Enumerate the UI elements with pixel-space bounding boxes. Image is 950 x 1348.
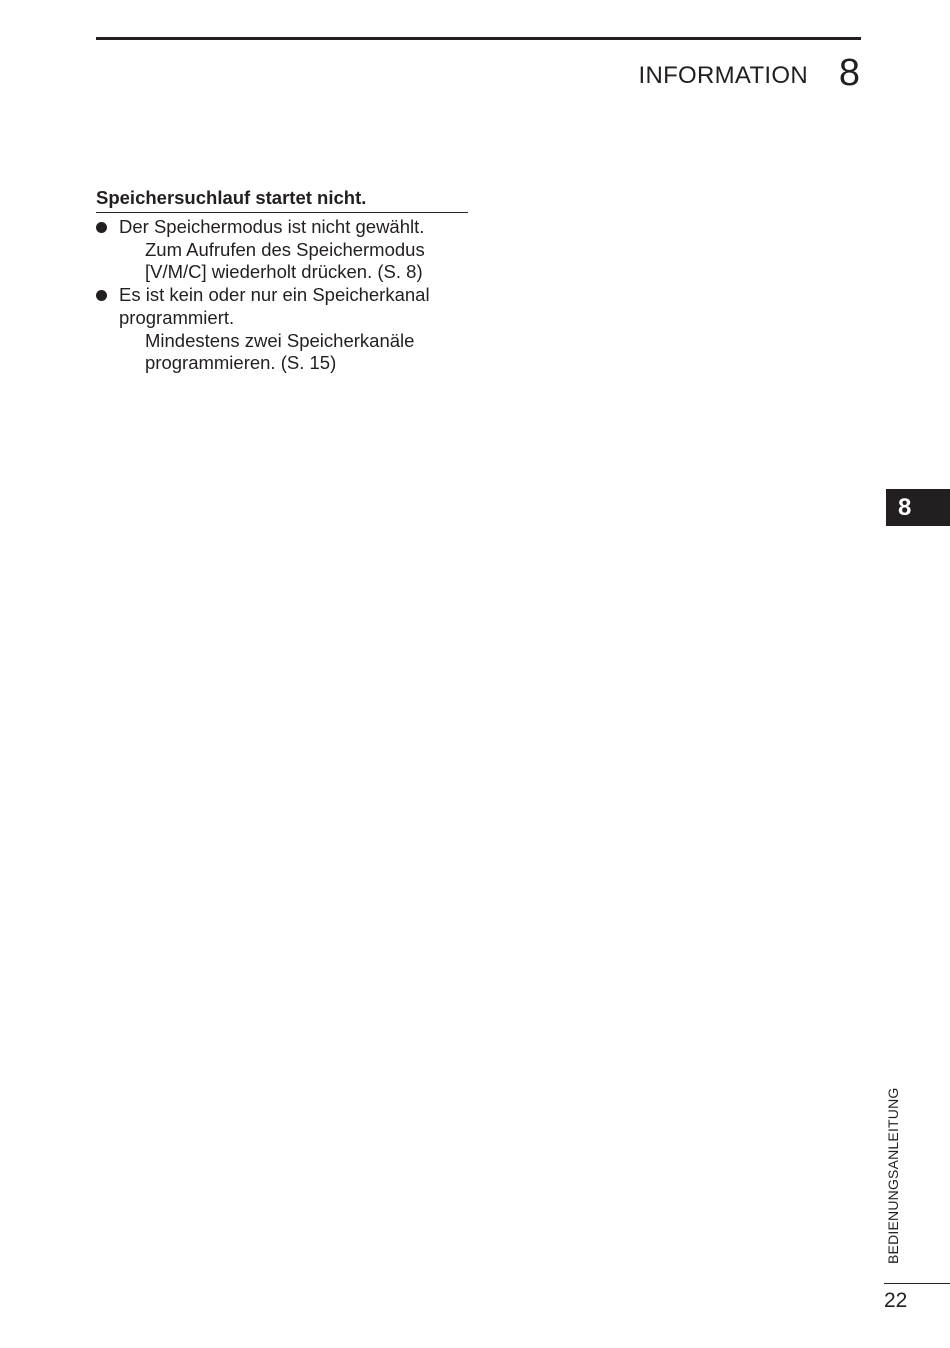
remedy-text: Zum Aufrufen des Speichermodus [145,238,425,260]
troubleshooting-section [96,186,468,375]
manual-label: BEDIENUNGSANLEITUNG [885,1087,901,1264]
footer-rule [884,1283,950,1284]
section-heading: Speichersuchlauf startet nicht. [96,186,468,213]
cause-text: Es ist kein oder nur ein Speicherkanal [119,284,430,306]
list-item [96,216,468,284]
cause-text: Der Speichermodus ist nicht gewählt. [119,216,425,237]
list-item [96,284,468,375]
header-rule [96,37,861,40]
chapter-tab-number: 8 [898,494,912,521]
bullet-icon [96,290,107,301]
bullet-list [96,216,468,375]
chapter-number: 8 [838,52,860,94]
page-number: 22 [884,1289,908,1312]
chapter-title: INFORMATION [638,62,808,89]
remedy-text: Mindestens zwei Speicherkanäle [145,329,415,351]
chapter-tab [886,489,950,526]
remedy-text: [V/M/C] wiederholt drücken. (S. 8) [145,261,423,283]
bullet-icon [96,222,107,233]
cause-text: programmiert. [119,306,235,328]
remedy-text: programmieren. (S. 15) [145,352,337,374]
